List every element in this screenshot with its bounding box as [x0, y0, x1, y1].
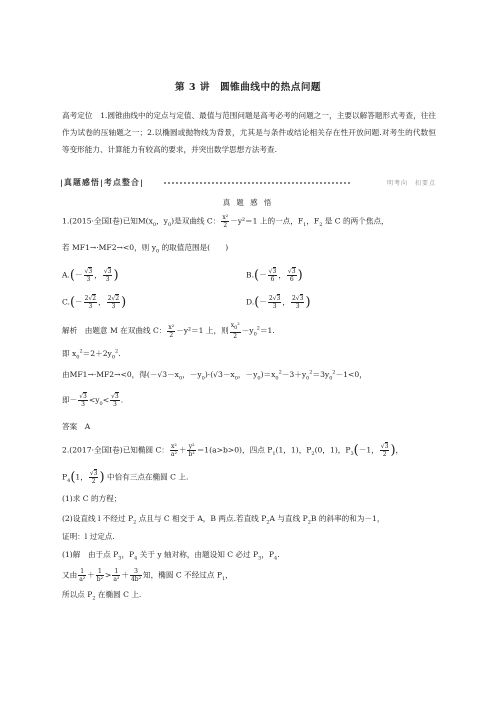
section-subheading: 真 题 感 悟 [222, 198, 274, 207]
q1-stem: 1.(2015·全国Ⅰ卷)已知$M(x_0$，$y_0$)是双曲线 C： $\frac{\text{x²}}{2}$ －y²＝1 上的一点，$F_1$，$F_2$ 是 C 的两个焦点， [62, 214, 389, 229]
section-tabs-label: |真题感悟|考点整合| [60, 178, 145, 187]
exam-focus-paragraph: 高考定位 1.圆锥曲线中的定点与定值、最值与范围问题是高考必考的问题之一，主要以解答题形式考查，往往作为试卷的压轴题之一；2.以椭圆或抛物线为背景，尤其是与条件或结论相关存在性开放问题.对考生的代数恒等变形能力、计算能力有较高的要求，并突出数学思想方法考查. [62, 111, 436, 154]
q1-solution-line2: 即 $x_0^2=2+2y_0^2$. [62, 348, 121, 361]
q2-part2: (2)设直线 l 不经过 $P_2$ 点且与 C 相交于 A，B 两点.若直线 $P_2A$ 与直线 $P_2B$ 的斜率的和为－1， [62, 514, 385, 526]
q2-stem: 2.(2017·全国Ⅰ卷)已知椭圆 C： $\frac{\text{x²}}{\text{a²}}$ ＋ $\frac{\text{y²}}{\text{b²}}$ ＝1(a>b>0)，四点 $P_1(1$，1)，$P_2(0$，1)，$P_3(-1$， $\frac{√3}{2}$ )， [62, 443, 404, 458]
q2-solution-line1: (1)解 由于点 $P_3$，$P_4$ 关于 y 轴对称，由题设知 C 必过 $P_3$，$P_4$. [62, 550, 280, 562]
q2-stem-line2: $P_4(1$， $\frac{√3}{2}$ ) 中恰有三点在椭圆 C 上. [62, 470, 189, 485]
q1-solution-line1: 解析 由题意 M 在双曲线 C： $\frac{\text{x²}}{2}$ －y²＝1 上，则 $\frac{x_0^2}{2}$ $-y_0^2=1$. [62, 322, 275, 341]
q1-option-b[interactable]: B.(－ $\frac{√3}{6}$ ， $\frac{√3}{6}$ ) [246, 268, 303, 283]
q2-solution-line2: 又由 $\frac{1}{\text{a²}}$ ＋ $\frac{1}{\text{b²}}$ > $\frac{1}{\text{a²}}$ ＋ $\frac{3}{\text{4b²}}$ 知，椭圆 C 不经过点 $P_1$， [62, 568, 233, 583]
q1-solution-line3: 由MF1→·MF2→<0，得($-√3-x_0$，$-y_0)\cdot(√3-x_0$，$-y_0)=x_0^2-3+y_0^2=3y_0^2-1<0$， [62, 369, 367, 382]
q1-condition: 若 MF1→·MF2→<0，则 $y_0$ 的取值范围是( ) [62, 243, 229, 255]
q2-part1: (1)求 C 的方程； [62, 494, 122, 503]
q2-solution-line3: 所以点 $P_2$ 在椭圆 C 上. [62, 590, 142, 602]
q1-option-a[interactable]: A.(－ $\frac{√3}{3}$ ， $\frac{√3}{3}$ ) [62, 268, 119, 283]
section-bar-divider [164, 182, 350, 184]
q1-answer: 答案 A [62, 422, 91, 431]
q1-option-d[interactable]: D.(－ $\frac{2√3}{3}$ ， $\frac{2√3}{3}$ ) [246, 295, 311, 310]
section-bar [60, 177, 436, 189]
q2-part2-line2: 证明：l 过定点. [62, 532, 115, 541]
q1-solution-line4: 即－ $\frac{√3}{3}$ $<y_0<$ $\frac{√3}{3}$ . [62, 393, 124, 408]
q1-option-c[interactable]: C.(－ $\frac{2√2}{3}$ ， $\frac{2√2}{3}$ ) [62, 295, 127, 310]
section-bar-note: 明考向 扣要点 [386, 180, 436, 187]
page-title: 第 3 讲 圆锥曲线中的热点问题 [174, 82, 322, 93]
